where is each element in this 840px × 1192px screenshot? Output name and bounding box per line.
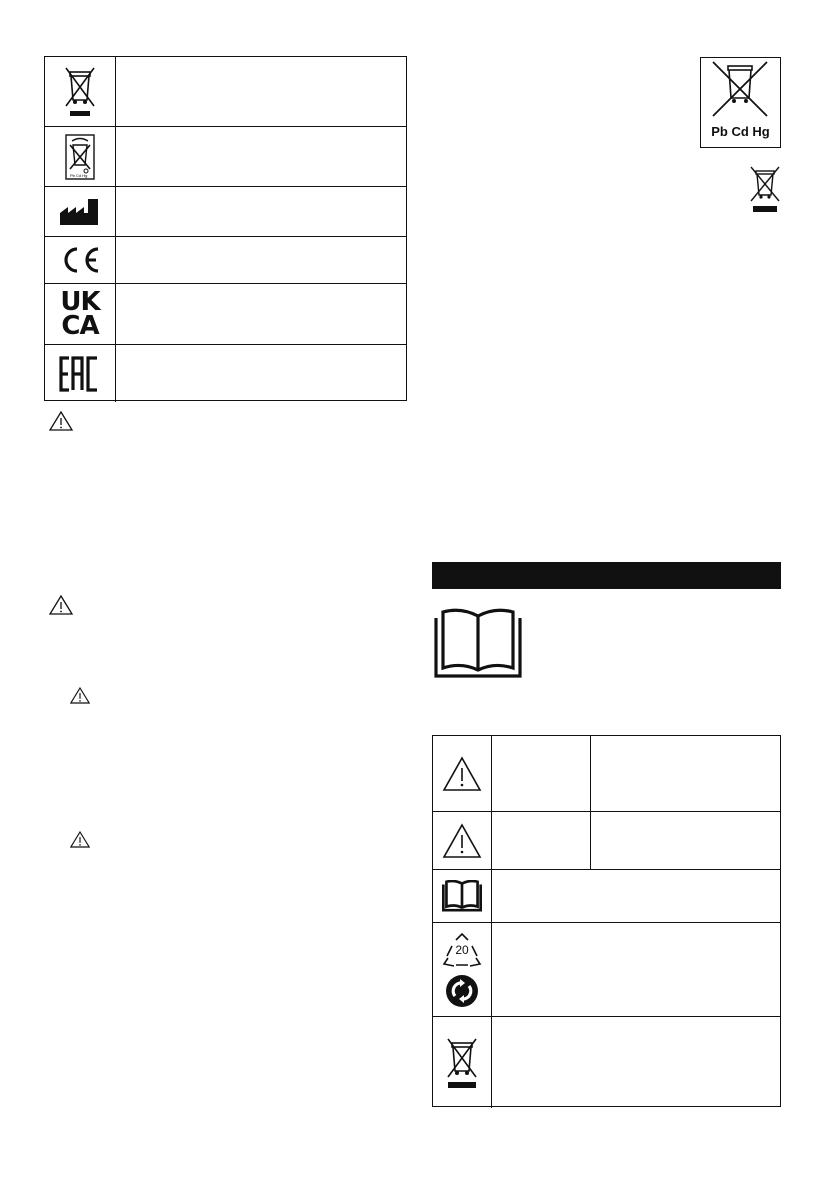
warning-triangle-icon <box>49 411 73 431</box>
symbol-row-battery-bin <box>45 126 406 186</box>
ukca-mark-icon <box>45 284 116 344</box>
symbol-row-eac <box>45 344 406 402</box>
symbol-row-manufacturer <box>45 186 406 236</box>
open-book-icon <box>433 608 523 680</box>
symbol-row-recycling <box>433 922 780 1016</box>
ukca-bottom-text: CA <box>61 311 99 341</box>
warning-triangle-icon <box>49 595 73 615</box>
weee-bin-icon <box>45 57 116 126</box>
weee-bin-icon <box>747 165 783 215</box>
symbol-row-caution <box>433 811 780 869</box>
symbol-row-warning <box>433 736 780 811</box>
symbol-table-right <box>432 735 781 1107</box>
eac-mark-icon <box>45 345 116 402</box>
green-dot-icon <box>445 974 479 1008</box>
recycling-code-icon <box>442 932 482 968</box>
warning-triangle-icon <box>70 687 90 704</box>
recycling-code-text: 20 <box>455 942 469 957</box>
symbol-table-left <box>44 56 407 401</box>
warning-triangle-icon <box>433 812 492 869</box>
symbol-row-manual <box>433 869 780 922</box>
battery-disposal-symbol <box>700 57 781 148</box>
battery-chemicals-label: Pb Cd Hg <box>711 124 770 139</box>
ce-mark-icon <box>45 237 116 283</box>
symbol-row-weee <box>45 57 406 126</box>
symbol-row-ukca <box>45 283 406 344</box>
warning-triangle-icon <box>70 831 90 848</box>
open-book-icon <box>433 870 492 922</box>
battery-bin-icon <box>45 127 116 186</box>
section-header-bar <box>432 562 781 589</box>
warning-triangle-icon <box>433 736 492 811</box>
symbol-row-ce <box>45 236 406 283</box>
ukca-top-text: UK <box>60 287 100 317</box>
recycling-icons <box>433 923 492 1016</box>
svg-text:Pb Cd Hg: Pb Cd Hg <box>70 172 88 178</box>
factory-icon <box>45 187 116 236</box>
weee-bin-icon <box>433 1017 492 1108</box>
symbol-row-weee-disposal <box>433 1016 780 1108</box>
